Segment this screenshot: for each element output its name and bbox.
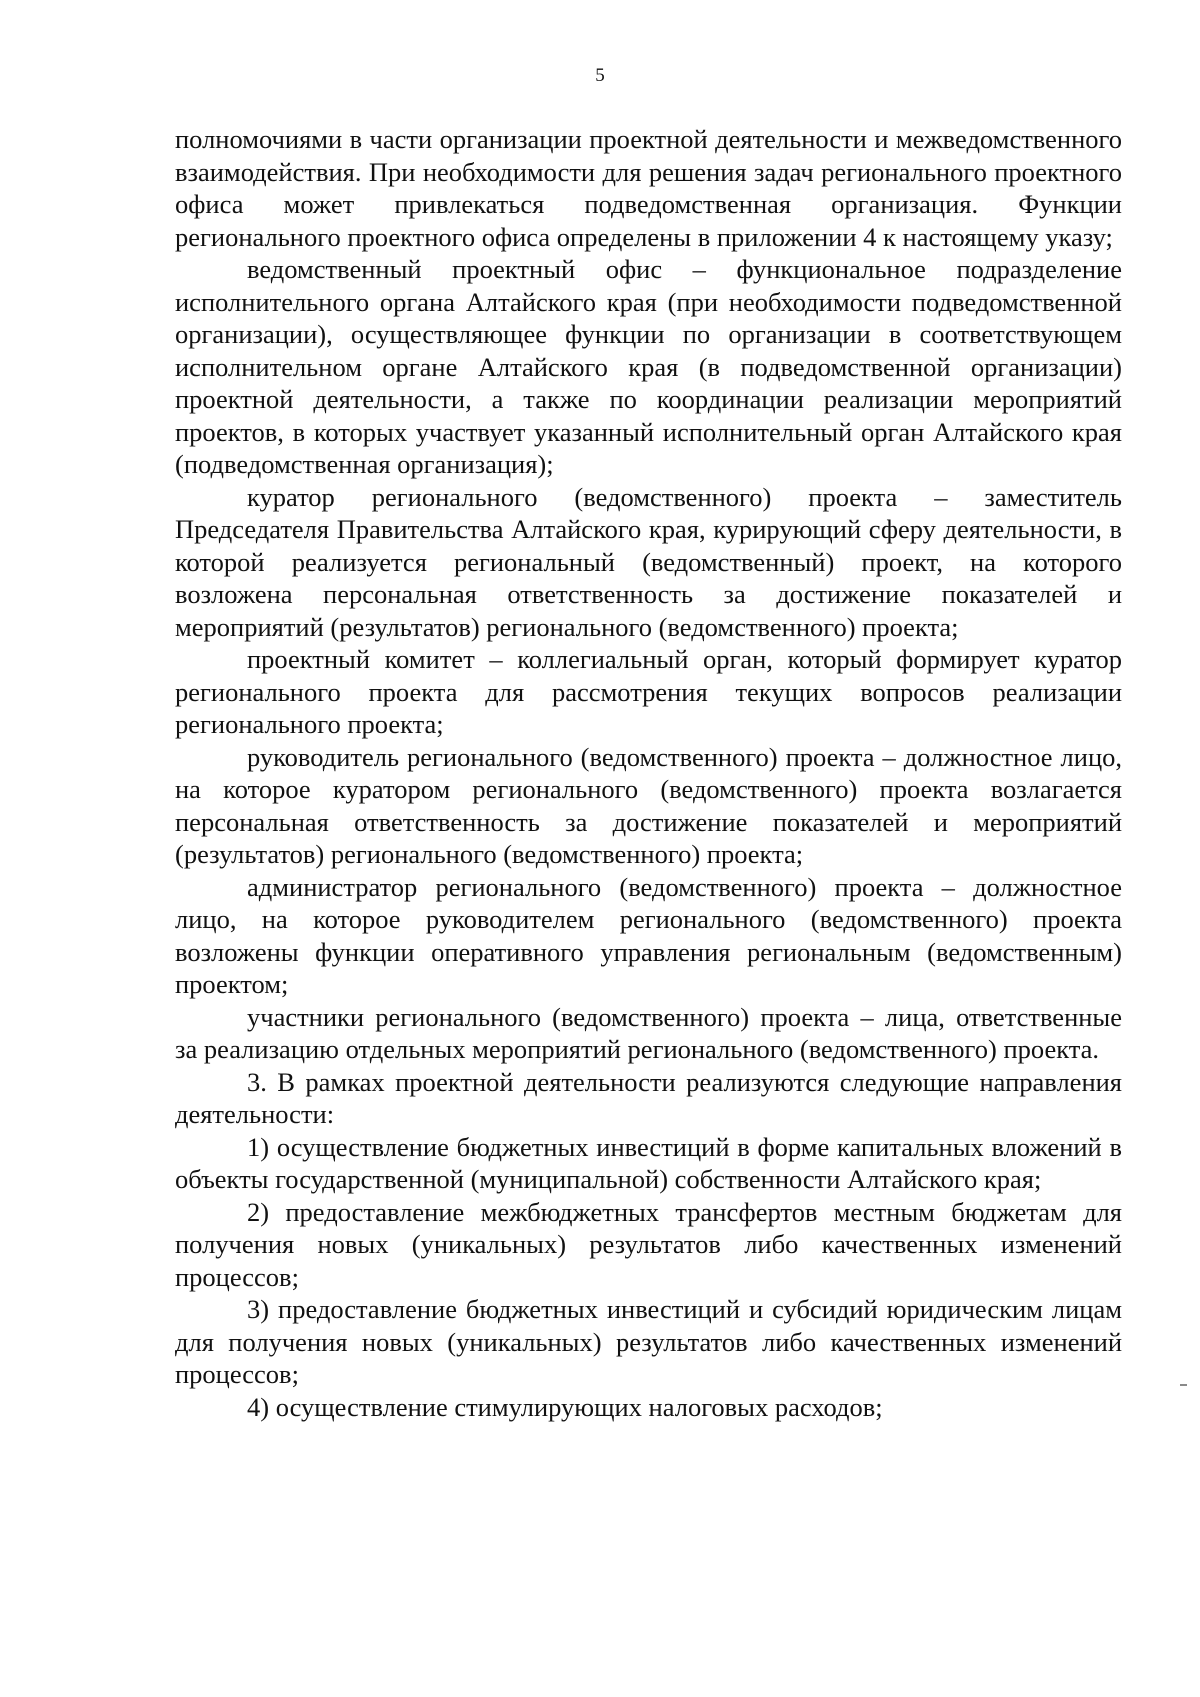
page-number: 5 [595, 65, 605, 86]
paragraph-project-participants: участники регионального (ведомственного) проекта – лица, ответственные за реализацию отдельных мероприятий регионального (ведомственного) проекта. [175, 1001, 1122, 1064]
paragraph-continuation: полномочиями в части организации проектной деятельности и межведомственного взаимодействия. При необходимости для решения задач регионального проектного офиса может привлекаться подведомственная организация. Функции регионального проектного офиса определены в приложении 4 к настоящему указу; [175, 124, 1122, 252]
list-item-1: 1) осуществление бюджетных инвестиций в форме капитальных вложений в объекты государственной (муниципальной) собственности Алтайского края; [175, 1131, 1122, 1194]
list-item-2: 2) предоставление межбюджетных трансфертов местным бюджетам для получения новых (уникальных) результатов либо качественных изменений процессов; [175, 1196, 1122, 1292]
paragraph-project-head: руководитель регионального (ведомственного) проекта – должностное лицо, на которое куратором регионального (ведомственного) проекта возлагается персональная ответственность за достижение показателей и мероприятий (результатов) регионального (ведомственного) проекта; [175, 741, 1122, 869]
paragraph-departmental-project-office: ведомственный проектный офис – функциональное подразделение исполнительного органа Алтайского края (при необходимости подведомственной организации), осуществляющее функции по организации в соответствующем исполнительном органе Алтайского края (в подведомственной организации) проектной деятельности, а также по координации реализации мероприятий проектов, в которых участвует указанный исполнительный орган Алтайского края (подведомственная организация); [175, 254, 1122, 479]
list-item-3: 3) предоставление бюджетных инвестиций и субсидий юридическим лицам для получения новых (уникальных) результатов либо качественных изменений процессов; [175, 1294, 1122, 1389]
paragraph-project-curator: куратор регионального (ведомственного) проекта – заместитель Председателя Правительства Алтайского края, курирующий сферу деятельности, в которой реализуется региональный (ведомственный) проект, на которого возложена персональная ответственность за достижение показателей и мероприятий (результатов) регионального (ведомственного) проекта; [175, 481, 1122, 642]
paragraph-project-administrator: администратор регионального (ведомственного) проекта – должностное лицо, на которое руководителем регионального (ведомственного) проекта возложены функции оперативного управления региональным (ведомственным) проектом; [175, 871, 1122, 999]
paragraph-section-3: 3. В рамках проектной деятельности реализуются следующие направления деятельности: [175, 1066, 1122, 1129]
list-item-4: 4) осуществление стимулирующих налоговых расходов; [247, 1391, 883, 1422]
paragraph-project-committee: проектный комитет – коллегиальный орган, который формирует куратор регионального проекта для рассмотрения текущих вопросов реализации регионального проекта; [175, 644, 1122, 739]
document-body [175, 123, 1122, 1423]
scan-mark [1180, 1384, 1187, 1386]
